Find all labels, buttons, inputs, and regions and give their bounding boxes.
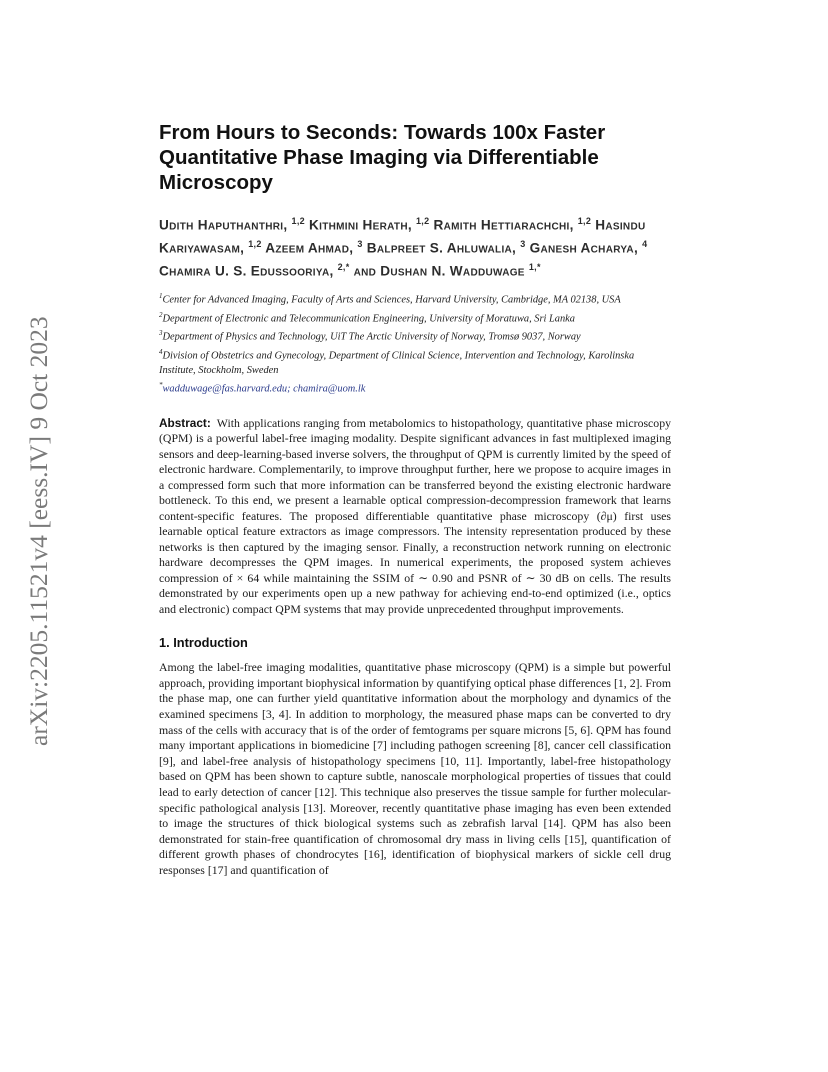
- affiliation-number: 3: [159, 329, 163, 338]
- corresponding-marker: *: [159, 381, 163, 390]
- author-affiliation-mark: 4: [642, 239, 648, 250]
- affiliation-item: [159, 289, 671, 307]
- affiliation-item: [159, 308, 671, 326]
- affiliation-text: Division of Obstetrics and Gynecology, Department of Clinical Science, Intervention and Technology, Karolinska Institute, Stockholm, Sweden: [159, 350, 635, 377]
- section-heading-introduction: 1. Introduction: [159, 635, 248, 651]
- affiliation-text: Center for Advanced Imaging, Faculty of Arts and Sciences, Harvard University, Cambridge, MA 02138, USA: [162, 294, 621, 306]
- email-links[interactable]: wadduwage@fas.harvard.edu; chamira@uom.lk: [162, 383, 366, 395]
- author-affiliation-mark: 3: [520, 239, 526, 250]
- introduction-paragraph: Among the label-free imaging modalities, quantitative phase microscopy (QPM) is a simple but powerful approach, providing important biophysical information by quantifying optical phase differences [1, 2]. From the phase map, one can further yield quantitative information about the morphology and dynamics of the examined specimens [3, 4]. In addition to morphology, the measured phase maps can be converted to dry mass of the cells with accuracy that is of the order of femtograms per square microns [5, 6]. QPM has found many important applications in biomedicine [7] including pathogen screening [8], cancer cell classification [9], and label-free analysis of histopathology specimens [10, 11]. Importantly, label-free histopathology based on QPM has been shown to capture subtle, nanoscale morphological properties of tissues that could lead to early detection of cancer [12]. This technique also preserves the tissue sample for further molecular-specific pathological analysis [13]. Moreover, recently quantitative phase imaging has even been extended to image the structures of thick biological systems such as zebrafish larval [14]. QPM has also been demonstrated for stain-free quantification of chromosomal dry mass in living cells [15], quantification of different growth phases of chondrocytes [16], identification of biophysical markers of sickle cell drug responses [17] and quantification of: [159, 660, 671, 877]
- author-name: Balpreet S. Ahluwalia,: [366, 240, 517, 256]
- author-affiliation-mark: 1,2: [291, 216, 305, 226]
- abstract: [159, 416, 671, 618]
- author-name: Hasindu Kariyawasam,: [159, 217, 646, 256]
- author-name: and Dushan N. Wadduwage: [353, 263, 525, 279]
- arxiv-identifier: arXiv:2205.11521v4 [eess.IV] 9 Oct 2023: [24, 316, 53, 746]
- affiliation-text: Department of Electronic and Telecommunication Engineering, University of Moratuwa, Sri Lanka: [162, 313, 575, 325]
- corresponding-emails: [159, 378, 671, 396]
- affiliation-text: Department of Physics and Technology, UiT The Arctic University of Norway, Tromsø 9037, Norway: [162, 331, 581, 343]
- author-name: Ramith Hettiarachchi,: [433, 217, 574, 233]
- affiliation-item: [159, 345, 671, 378]
- abstract-text: With applications ranging from metabolomics to histopathology, quantitative phase microscopy (QPM) is a powerful label-free imaging modality. Despite significant advances in fast multiplexed imaging sensors and deep-learning-based inverse solvers, the throughput of QPM is currently limited by the speed of electronic hardware. Complementarily, to improve throughput further, here we propose to acquire images in a compressed form such that more information can be transferred beyond the existing electronic hardware bottleneck. To this end, we present a learnable optical compression-decompression framework that learns content-specific features. The proposed differentiable quantitative phase microscopy (∂μ) first uses learnable optical feature extractors as image compressors. The intensity representation produced by these networks is then captured by the imaging sensor. Finally, a reconstruction network running on electronic hardware decompresses the QPM images. In numerical experiments, the proposed system achieves compression of × 64 while maintaining the SSIM of ∼ 0.90 and PSNR of ∼ 30 dB on cells. The results demonstrated by our experiments open up a new pathway for achieving end-to-end optimized (i.e., optics and electronic) compact QPM systems that may provide unprecedented throughput improvements.: [159, 415, 671, 616]
- author-affiliation-mark: 1,2: [577, 216, 592, 226]
- author-name: Udith Haputhanthri,: [159, 217, 288, 233]
- author-affiliation-mark: 2,*: [337, 262, 350, 273]
- affiliation-item: [159, 326, 671, 344]
- author-name: Azeem Ahmad,: [265, 240, 354, 256]
- abstract-label: Abstract:: [159, 415, 211, 430]
- author-affiliation-mark: 3: [357, 239, 363, 250]
- author-name: Ganesh Acharya,: [529, 240, 639, 256]
- paper-title: From Hours to Seconds: Towards 100x Faster Quantitative Phase Imaging via Differentiable Microscopy: [159, 121, 606, 194]
- author-affiliation-mark: 1,2: [416, 216, 430, 226]
- author-affiliation-mark: 1,*: [528, 262, 541, 273]
- affiliation-list: [159, 289, 671, 396]
- affiliation-number: 2: [159, 310, 163, 319]
- author-name: Kithmini Herath,: [309, 217, 412, 233]
- author-affiliation-mark: 1,2: [248, 239, 262, 250]
- author-list: [159, 212, 671, 281]
- author-name: Chamira U. S. Edussooriya,: [159, 263, 334, 279]
- affiliation-number: 4: [159, 347, 163, 356]
- affiliation-number: 1: [159, 292, 163, 301]
- paper-page: [159, 120, 671, 879]
